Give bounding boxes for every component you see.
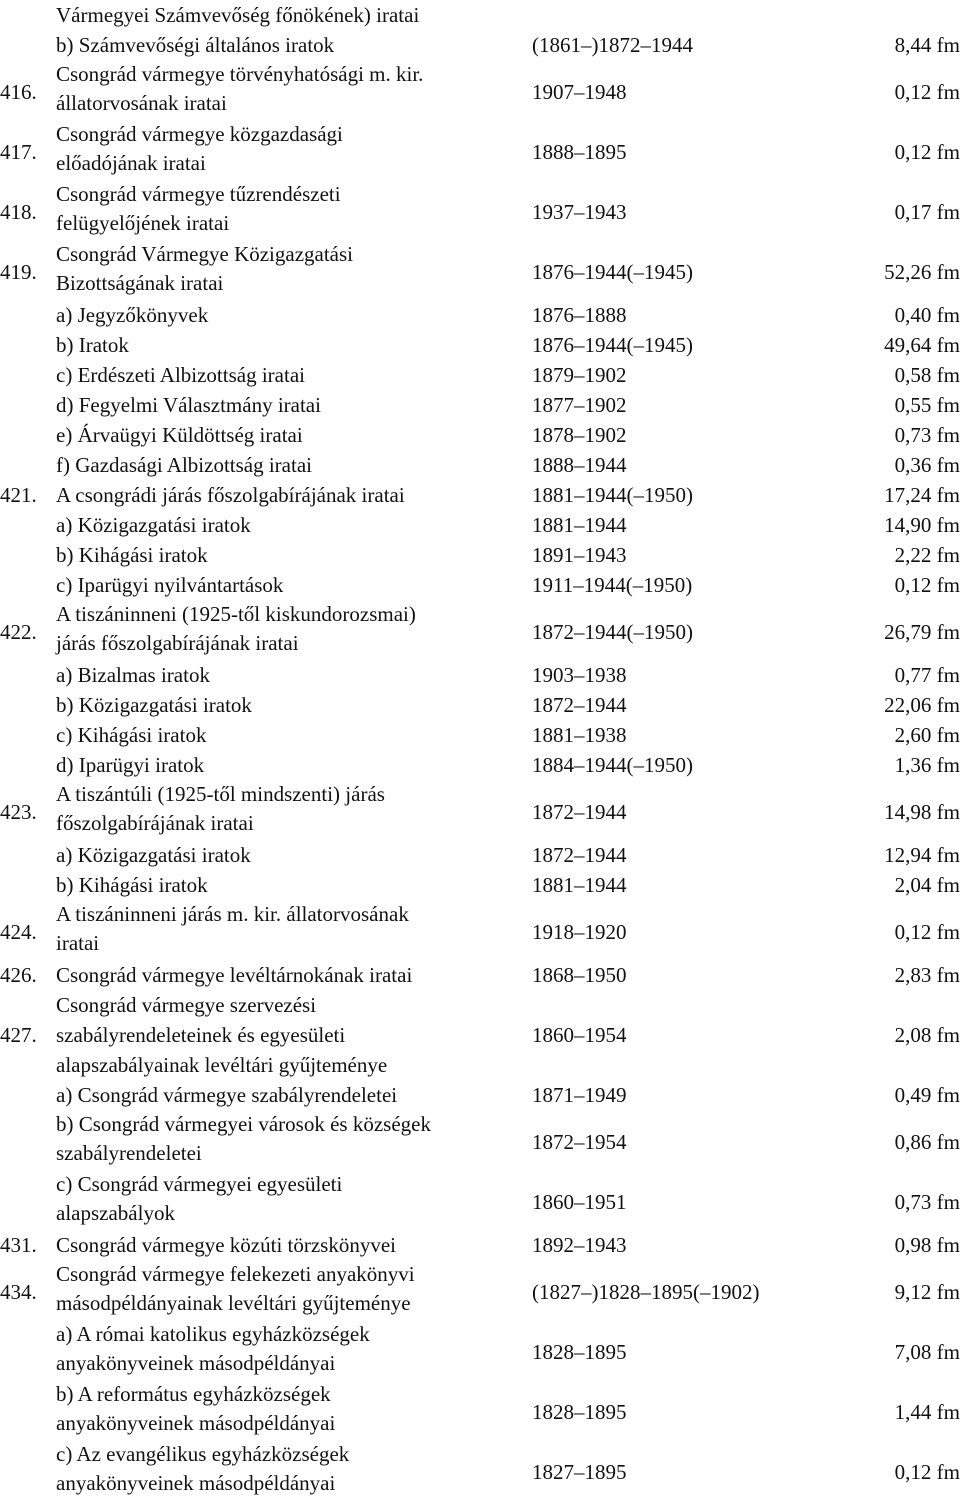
item-number: 419.: [0, 259, 37, 284]
item-title-line: Vármegyei Számvevőség főnökének) iratai: [56, 3, 420, 27]
item-extent: 0,12 fm: [894, 139, 960, 164]
item-date-range: 1881–1944: [532, 512, 627, 537]
item-title-line: Csongrád vármegye közgazdasági: [56, 122, 343, 146]
item-date-range: (1861–)1872–1944: [532, 32, 693, 57]
item-title: [56, 750, 528, 780]
item-date-range: 1878–1902: [532, 422, 627, 447]
item-date-range: 1937–1943: [532, 199, 627, 224]
item-extent: 2,60 fm: [894, 722, 960, 747]
item-extent: 2,08 fm: [894, 1022, 960, 1047]
list-item: [0, 900, 960, 960]
item-extent: 0,17 fm: [894, 199, 960, 224]
item-extent: 2,22 fm: [894, 542, 960, 567]
list-item: [0, 600, 960, 660]
item-date-range: 1911–1944(–1950): [532, 572, 693, 597]
list-item: [0, 1260, 960, 1320]
item-number: [0, 1380, 56, 1440]
item-title-line: Csongrád vármegye szervezési: [56, 993, 317, 1017]
item-title-line: anyakönyveinek másodpéldányai: [56, 1351, 336, 1375]
item-title: [56, 240, 528, 300]
item-title: [56, 660, 528, 690]
item-extent: 0,58 fm: [894, 362, 960, 387]
item-title-line: Csongrád vármegye tűzrendészeti: [56, 182, 341, 206]
list-item: [0, 1380, 960, 1440]
item-title-line: a) Közigazgatási iratok: [56, 843, 251, 867]
item-date-range: 1879–1902: [532, 362, 627, 387]
item-number: [0, 450, 56, 480]
item-title-line: alapszabályainak levéltári gyűjteménye: [56, 1053, 388, 1077]
item-title: [56, 720, 528, 750]
item-title: [56, 1260, 528, 1320]
list-item: [0, 300, 960, 330]
item-date-range: 1891–1943: [532, 542, 627, 567]
item-title: [56, 0, 528, 30]
item-date-range: 1884–1944(–1950): [532, 752, 693, 777]
item-title: [56, 960, 528, 990]
item-date-range: 1876–1888: [532, 302, 627, 327]
list-item: [0, 1080, 960, 1110]
item-title: [56, 990, 528, 1080]
item-title-line: a) A római katolikus egyházközségek: [56, 1322, 370, 1346]
item-title-line: felügyelőjének iratai: [56, 211, 230, 235]
item-number: [0, 0, 56, 30]
item-extent: 9,12 fm: [894, 1279, 960, 1304]
item-title: [56, 780, 528, 840]
item-title-line: előadójának iratai: [56, 151, 206, 175]
item-extent: 2,04 fm: [894, 872, 960, 897]
item-date-range: 1872–1954: [532, 1129, 627, 1154]
item-title: [56, 450, 528, 480]
item-number: 416.: [0, 79, 37, 104]
item-title-line: A tiszáninneni járás m. kir. állatorvosának: [56, 902, 409, 926]
item-title-line: járás főszolgabírájának iratai: [56, 631, 299, 655]
item-title: [56, 840, 528, 870]
item-date-range: 1828–1895: [532, 1399, 627, 1424]
list-item: [0, 570, 960, 600]
item-title-line: A csongrádi járás főszolgabírájának iratai: [56, 483, 405, 507]
item-title-line: a) Csongrád vármegye szabályrendeletei: [56, 1083, 398, 1107]
item-date-range: 1876–1944(–1945): [532, 332, 693, 357]
item-number: [0, 870, 56, 900]
list-item: [0, 1170, 960, 1230]
item-number: [0, 360, 56, 390]
item-date-range: 1888–1944: [532, 452, 627, 477]
list-item: [0, 780, 960, 840]
list-item: [0, 1230, 960, 1260]
item-date-range: 1918–1920: [532, 919, 627, 944]
item-extent: 0,73 fm: [894, 1189, 960, 1214]
item-title-line: a) Jegyzőkönyvek: [56, 303, 209, 327]
item-title-line: a) Bizalmas iratok: [56, 663, 210, 687]
item-title: [56, 300, 528, 330]
item-number: [0, 1440, 56, 1500]
item-number: [0, 510, 56, 540]
list-item: [0, 1320, 960, 1380]
item-title: [56, 900, 528, 960]
item-date-range: 1881–1944(–1950): [532, 482, 693, 507]
item-number: 424.: [0, 919, 37, 944]
item-extent: 22,06 fm: [884, 692, 960, 717]
item-title: [56, 510, 528, 540]
item-title-line: anyakönyveinek másodpéldányai: [56, 1471, 336, 1495]
item-number: 422.: [0, 619, 37, 644]
item-date-range: 1892–1943: [532, 1232, 627, 1257]
item-extent: 52,26 fm: [884, 259, 960, 284]
item-date-range: 1877–1902: [532, 392, 627, 417]
list-item: [0, 450, 960, 480]
item-extent: 17,24 fm: [884, 482, 960, 507]
item-extent: 0,36 fm: [894, 452, 960, 477]
list-item: [0, 720, 960, 750]
item-extent: 1,44 fm: [894, 1399, 960, 1424]
item-title: [56, 1110, 528, 1170]
item-number: [0, 1320, 56, 1380]
item-date-range: 1860–1954: [532, 1022, 627, 1047]
list-item: [0, 510, 960, 540]
item-extent: 1,36 fm: [894, 752, 960, 777]
item-title: [56, 390, 528, 420]
item-extent: 12,94 fm: [884, 842, 960, 867]
item-date-range: 1872–1944: [532, 799, 627, 824]
list-item: [0, 180, 960, 240]
list-item: [0, 0, 960, 30]
item-number: 418.: [0, 199, 37, 224]
item-title-line: b) Számvevőségi általános iratok: [56, 33, 335, 57]
item-number: 423.: [0, 799, 37, 824]
item-extent: 26,79 fm: [884, 619, 960, 644]
item-title-line: főszolgabírájának iratai: [56, 811, 254, 835]
item-title-line: b) A református egyházközségek: [56, 1382, 331, 1406]
item-title: [56, 180, 528, 240]
item-date-range: [532, 0, 832, 30]
item-title-line: állatorvosának iratai: [56, 91, 227, 115]
item-title: [56, 540, 528, 570]
item-extent: 0,12 fm: [894, 572, 960, 597]
item-number: 427.: [0, 1022, 37, 1047]
item-extent: 14,90 fm: [884, 512, 960, 537]
item-number: [0, 540, 56, 570]
list-item: [0, 330, 960, 360]
item-number: 431.: [0, 1232, 37, 1257]
item-title: [56, 1080, 528, 1110]
list-item: [0, 120, 960, 180]
item-title-line: anyakönyveinek másodpéldányai: [56, 1411, 336, 1435]
item-date-range: 1888–1895: [532, 139, 627, 164]
item-number: [0, 690, 56, 720]
item-number: [0, 390, 56, 420]
item-title: [56, 1440, 528, 1500]
item-number: 421.: [0, 482, 37, 507]
item-number: [0, 30, 56, 60]
list-item: [0, 660, 960, 690]
item-title-line: A tiszáninneni (1925-től kiskundorozsmai): [56, 602, 416, 626]
item-title-line: c) Kihágási iratok: [56, 723, 207, 747]
list-item: [0, 390, 960, 420]
item-title: [56, 570, 528, 600]
item-extent: 0,49 fm: [894, 1082, 960, 1107]
item-date-range: 1872–1944(–1950): [532, 619, 693, 644]
item-number: [0, 420, 56, 450]
list-item: [0, 420, 960, 450]
list-item: [0, 750, 960, 780]
item-title-line: c) Az evangélikus egyházközségek: [56, 1442, 350, 1466]
list-item: [0, 540, 960, 570]
list-item: [0, 690, 960, 720]
item-title-line: szabályrendeletei: [56, 1141, 202, 1165]
item-title-line: b) Iratok: [56, 333, 129, 357]
item-title: [56, 690, 528, 720]
item-date-range: (1827–)1828–1895(–1902): [532, 1279, 760, 1304]
item-title-line: Csongrád Vármegye Közigazgatási: [56, 242, 354, 266]
list-item: [0, 1440, 960, 1500]
list-item: [0, 960, 960, 990]
item-title: [56, 1230, 528, 1260]
item-number: [0, 720, 56, 750]
item-title-line: másodpéldányainak levéltári gyűjteménye: [56, 1291, 411, 1315]
item-date-range: 1881–1944: [532, 872, 627, 897]
item-extent: 8,44 fm: [894, 32, 960, 57]
item-number: [0, 570, 56, 600]
item-title-line: e) Árvaügyi Küldöttség iratai: [56, 423, 303, 447]
item-title-line: a) Közigazgatási iratok: [56, 513, 251, 537]
item-title-line: c) Csongrád vármegyei egyesületi: [56, 1172, 343, 1196]
item-title: [56, 480, 528, 510]
item-title: [56, 1320, 528, 1380]
item-title-line: Csongrád vármegye levéltárnokának iratai: [56, 963, 413, 987]
item-title: [56, 330, 528, 360]
list-item: [0, 1110, 960, 1170]
list-item: [0, 60, 960, 120]
list-item: [0, 990, 960, 1080]
item-title: [56, 360, 528, 390]
item-title-line: b) Kihágási iratok: [56, 873, 208, 897]
item-title: [56, 1380, 528, 1440]
list-item: [0, 870, 960, 900]
item-number: 426.: [0, 962, 37, 987]
item-number: [0, 1170, 56, 1230]
item-title-line: d) Iparügyi iratok: [56, 753, 205, 777]
item-extent: 0,40 fm: [894, 302, 960, 327]
item-date-range: 1907–1948: [532, 79, 627, 104]
item-extent: 7,08 fm: [894, 1339, 960, 1364]
item-title-line: A tiszántúli (1925-től mindszenti) járás: [56, 782, 385, 806]
item-title: [56, 60, 528, 120]
item-date-range: 1872–1944: [532, 842, 627, 867]
item-title-line: b) Közigazgatási iratok: [56, 693, 252, 717]
item-extent: 0,86 fm: [894, 1129, 960, 1154]
item-title: [56, 30, 528, 60]
item-number: [0, 1110, 56, 1170]
item-title-line: Csongrád vármegye törvényhatósági m. kir.: [56, 62, 424, 86]
item-extent: [820, 0, 960, 30]
item-title-line: d) Fegyelmi Választmány iratai: [56, 393, 321, 417]
item-extent: 0,12 fm: [894, 919, 960, 944]
list-item: [0, 360, 960, 390]
item-number: [0, 660, 56, 690]
item-date-range: 1872–1944: [532, 692, 627, 717]
item-date-range: 1876–1944(–1945): [532, 259, 693, 284]
item-title-line: b) Csongrád vármegyei városok és községek: [56, 1112, 431, 1136]
item-number: 417.: [0, 139, 37, 164]
item-title-line: alapszabályok: [56, 1201, 175, 1225]
item-extent: 2,83 fm: [894, 962, 960, 987]
item-number: [0, 1080, 56, 1110]
item-date-range: 1827–1895: [532, 1459, 627, 1484]
item-title: [56, 870, 528, 900]
list-item: [0, 30, 960, 60]
item-extent: 49,64 fm: [884, 332, 960, 357]
list-item: [0, 840, 960, 870]
item-title-line: Csongrád vármegye közúti törzskönyvei: [56, 1233, 396, 1257]
item-title: [56, 600, 528, 660]
item-number: [0, 300, 56, 330]
item-title-line: b) Kihágási iratok: [56, 543, 208, 567]
item-number: [0, 330, 56, 360]
item-number: 434.: [0, 1279, 37, 1304]
item-date-range: 1903–1938: [532, 662, 627, 687]
item-extent: 0,98 fm: [894, 1232, 960, 1257]
item-title-line: c) Erdészeti Albizottság iratai: [56, 363, 305, 387]
item-date-range: 1828–1895: [532, 1339, 627, 1364]
item-title: [56, 1170, 528, 1230]
item-date-range: 1881–1938: [532, 722, 627, 747]
item-number: [0, 840, 56, 870]
item-date-range: 1860–1951: [532, 1189, 627, 1214]
item-extent: 0,73 fm: [894, 422, 960, 447]
item-extent: 0,12 fm: [894, 79, 960, 104]
item-extent: 14,98 fm: [884, 799, 960, 824]
item-date-range: 1871–1949: [532, 1082, 627, 1107]
item-title: [56, 120, 528, 180]
list-item: [0, 480, 960, 510]
item-extent: 0,12 fm: [894, 1459, 960, 1484]
item-number: [0, 750, 56, 780]
item-title-line: f) Gazdasági Albizottság iratai: [56, 453, 312, 477]
item-extent: 0,77 fm: [894, 662, 960, 687]
item-title-line: Bizottságának iratai: [56, 271, 224, 295]
list-item: [0, 240, 960, 300]
item-date-range: 1868–1950: [532, 962, 627, 987]
item-title: [56, 420, 528, 450]
item-title-line: iratai: [56, 931, 100, 955]
item-title-line: szabályrendeleteinek és egyesületi: [56, 1023, 346, 1047]
item-title-line: Csongrád vármegye felekezeti anyakönyvi: [56, 1262, 415, 1286]
item-extent: 0,55 fm: [894, 392, 960, 417]
item-title-line: c) Iparügyi nyilvántartások: [56, 573, 284, 597]
